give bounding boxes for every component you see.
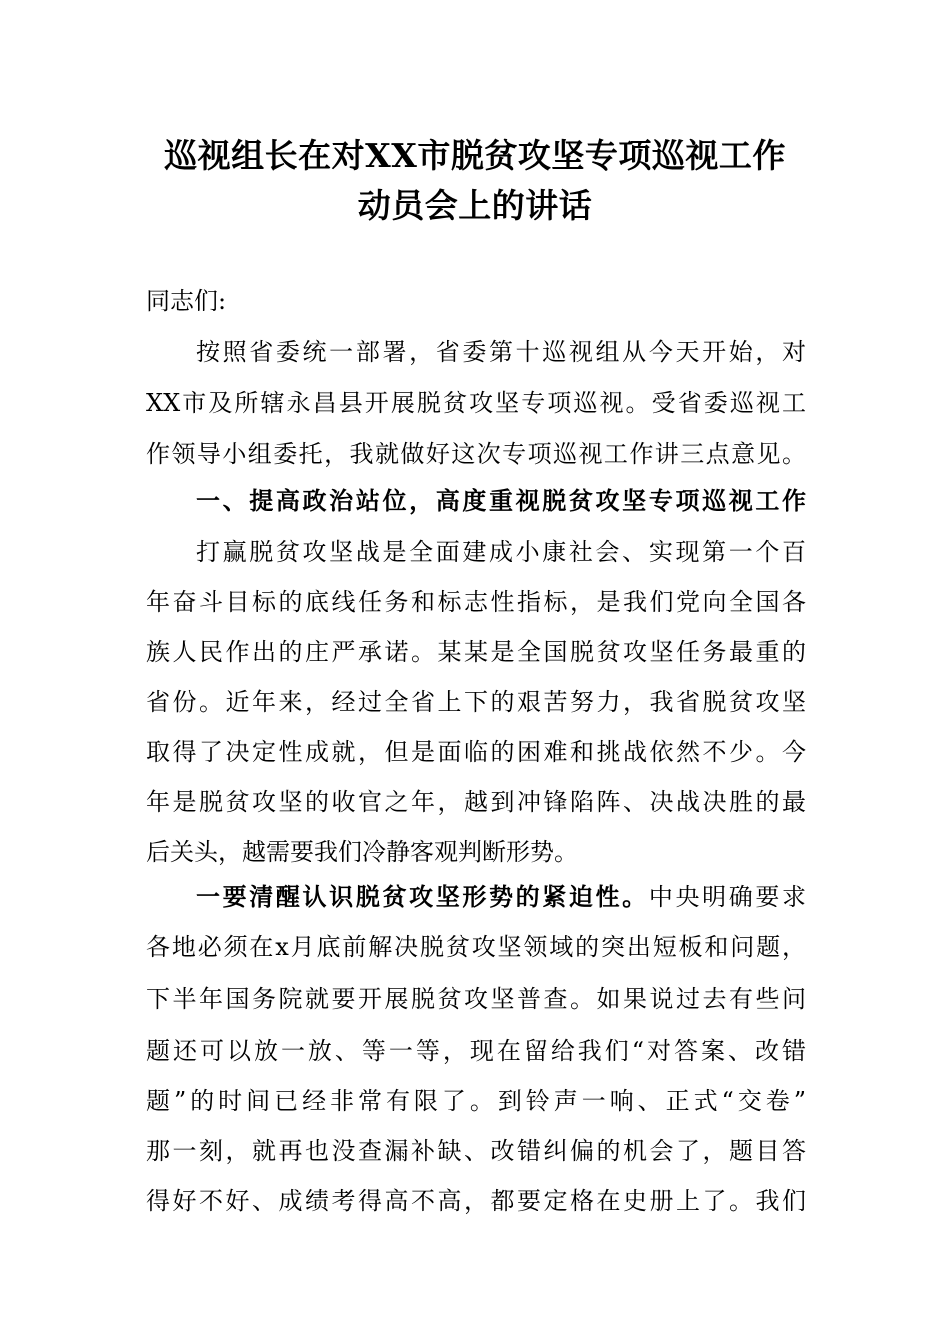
paragraph-3-line: 题”的时间已经非常有限了。到铃声一响、正式“交卷” [146, 1087, 806, 1115]
paragraph-2-line: 年是脱贫攻坚的收官之年，越到冲锋陷阵、决战决胜的最 [146, 788, 806, 816]
paragraph-3-lead-bold: 一要清醒认识脱贫攻坚形势的紧迫性。 [196, 882, 649, 911]
salutation: 同志们: [146, 287, 227, 315]
paragraph-1-line: 按照省委统一部署，省委第十巡视组从今天开始，对 [196, 338, 806, 366]
paragraph-2-line: 打赢脱贫攻坚战是全面建成小康社会、实现第一个百 [196, 538, 806, 566]
paragraph-2-line: 年奋斗目标的底线任务和标志性指标，是我们党向全国各 [146, 588, 806, 616]
paragraph-2-line: 后关头，越需要我们冷静客观判断形势。 [146, 838, 578, 866]
paragraph-1-line: 作领导小组委托，我就做好这次专项巡视工作讲三点意见。 [146, 440, 806, 468]
paragraph-3-line: 那一刻，就再也没查漏补缺、改错纠偏的机会了，题目答 [146, 1137, 806, 1165]
document-title-line-2: 动员会上的讲话 [357, 186, 593, 225]
section-1-heading: 一、提高政治站位，高度重视脱贫攻坚专项巡视工作 [196, 486, 806, 515]
paragraph-3-line: 各地必须在x月底前解决脱贫攻坚领域的突出短板和问题， [146, 933, 806, 961]
paragraph-2-line: 取得了决定性成就，但是面临的困难和挑战依然不少。今 [146, 738, 806, 766]
paragraph-2-line: 族人民作出的庄严承诺。某某是全国脱贫攻坚任务最重的 [146, 638, 806, 666]
paragraph-3-line: 得好不好、成绩考得高不高，都要定格在史册上了。我们 [146, 1187, 806, 1215]
paragraph-3-lead-line [196, 880, 806, 914]
paragraph-3-line: 下半年国务院就要开展脱贫攻坚普查。如果说过去有些问 [146, 985, 806, 1013]
paragraph-2-line: 省份。近年来，经过全省上下的艰苦努力，我省脱贫攻坚 [146, 688, 806, 716]
document-title-line-1: 巡视组长在对XX市脱贫攻坚专项巡视工作 [164, 136, 786, 175]
paragraph-3-line: 题还可以放一放、等一等，现在留给我们“对答案、改错 [146, 1037, 806, 1065]
paragraph-1-line: XX市及所辖永昌县开展脱贫攻坚专项巡视。受省委巡视工 [146, 389, 806, 417]
paragraph-3-lead-rest: 中央明确要求 [648, 883, 807, 911]
